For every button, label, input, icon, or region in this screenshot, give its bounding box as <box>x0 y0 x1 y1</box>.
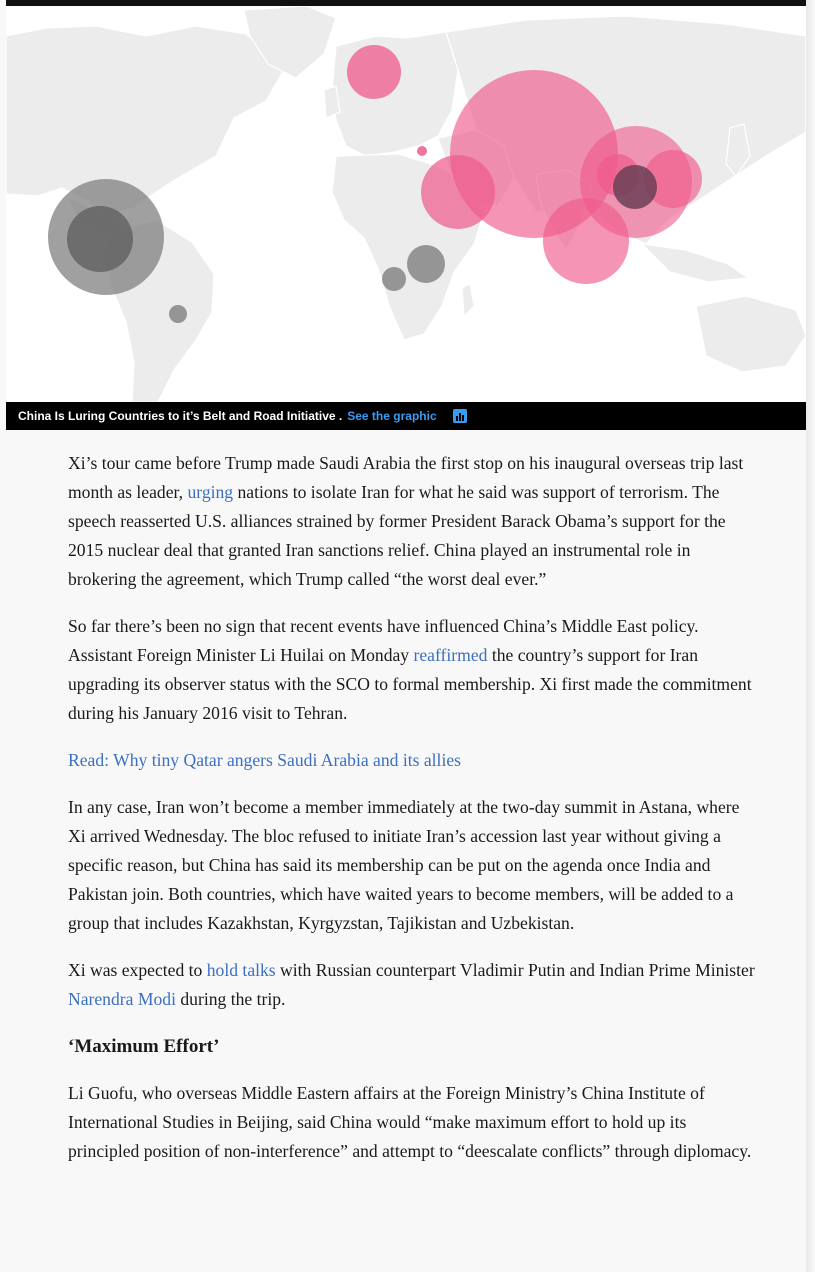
paragraph-text: nations to isolate Iran for what he said was support of terrorism. The speech reasserted U.S. alliances strained by former President Barack Obama’s support for the 2015 nuclear deal that granted Iran sanctions relief. China played an instrumental role in brokering the agreement, which Trump called “the worst deal ever.” <box>68 482 726 589</box>
urging-link[interactable]: urging <box>187 482 234 502</box>
see-the-graphic-link[interactable]: See the graphic <box>347 409 437 423</box>
chart-icon[interactable] <box>453 409 467 423</box>
bubble-china-core <box>613 165 657 209</box>
section-heading: ‘Maximum Effort’ <box>68 1036 220 1057</box>
paragraph-text: with Russian counterpart Vladimir Putin and Indian Prime Minister <box>275 960 755 980</box>
paragraph-text: So far there’s been no sign that recent events have influenced China’s Middle East policy. Assistant Foreign Minister Li Huilai on Monday <box>68 616 699 665</box>
narendra-modi-link[interactable]: Narendra Modi <box>68 989 176 1009</box>
world-map <box>6 6 806 402</box>
paragraph-text: Xi was expected to <box>68 960 207 980</box>
bubble-small-med <box>417 146 427 156</box>
bubble-southeast-asia <box>543 198 629 284</box>
bubble-americas-small <box>67 206 133 272</box>
article-body <box>68 449 758 1184</box>
paragraph-text: the country’s support for Iran upgrading its observer status with the SCO to formal membership. Xi first made the commitment during his January 2016 visit to Tehran. <box>68 645 752 723</box>
caption-title: China Is Luring Countries to it’s Belt and Road Initiative . <box>18 409 343 423</box>
paragraph-4 <box>68 956 758 1014</box>
bubble-east-africa <box>407 245 445 283</box>
paragraph-text: during the trip. <box>175 989 286 1009</box>
paragraph-5: Li Guofu, who overseas Middle Eastern affairs at the Foreign Ministry’s China Institute of International Studies in Beijing, said China would “make maximum effort to hold up its principled position of non-interference” and attempt to “deescalate conflicts” through diplomacy. <box>68 1083 752 1161</box>
bubble-eastern-europe <box>347 45 401 99</box>
hold-talks-link[interactable]: hold talks <box>206 960 276 980</box>
right-edge-shadow <box>806 0 815 1272</box>
paragraph-2 <box>68 612 758 728</box>
reaffirmed-link[interactable]: reaffirmed <box>413 645 488 665</box>
paragraph-text: Xi’s tour came before Trump made Saudi Arabia the first stop on his inaugural overseas trip last month as leader, <box>68 453 744 502</box>
caption-bar <box>6 402 806 430</box>
bubble-brazil <box>169 305 187 323</box>
paragraph-3: In any case, Iran won’t become a member immediately at the two-day summit in Astana, where Xi arrived Wednesday. The bloc refused to initiate Iran’s accession last year without giving a specific reason, but China has said its membership can be put on the agenda once India and Pakistan join. Both countries, which have waited years to become members, will be added to a group that includes Kazakhstan, Kyrgyzstan, Tajikistan and Uzbekistan. <box>68 797 740 933</box>
belt-and-road-graphic <box>6 0 806 430</box>
read-qatar-link[interactable]: Read: Why tiny Qatar angers Saudi Arabia and its allies <box>68 750 461 770</box>
read-more-paragraph <box>68 746 758 775</box>
paragraph-1 <box>68 449 758 594</box>
bubble-west-africa <box>382 267 406 291</box>
